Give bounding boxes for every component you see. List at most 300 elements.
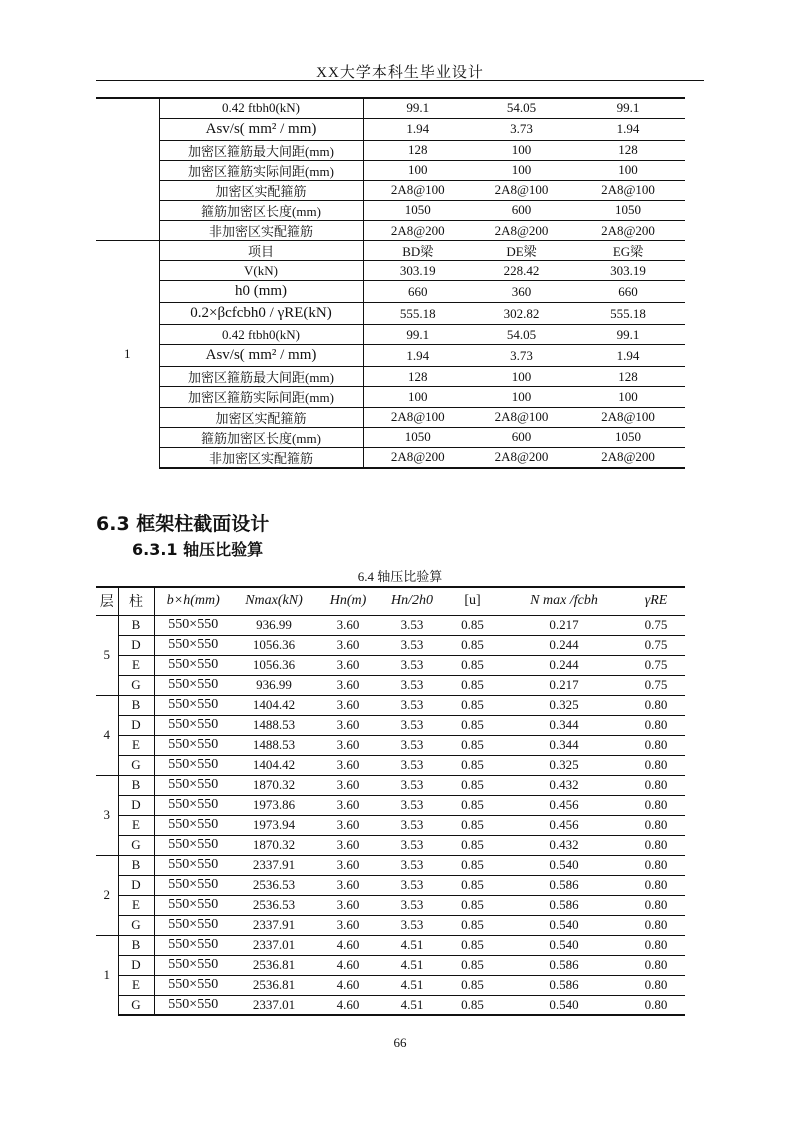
column-header: 柱 (118, 587, 154, 615)
value-cell: 0.85 (444, 695, 501, 715)
value-cell: 2A8@200 (363, 220, 472, 240)
value-cell: 4.51 (380, 995, 444, 1015)
stirrup-row (96, 261, 685, 281)
column-header: N max /fcbh (501, 587, 627, 615)
stirrup-row (96, 220, 685, 240)
value-cell: 550×550 (154, 735, 232, 755)
row-label: 箍筋加密区长度(mm) (159, 200, 363, 220)
table-row (96, 835, 685, 855)
value-cell: 2536.81 (232, 975, 316, 995)
value-cell: 550×550 (154, 615, 232, 635)
value-cell: 1973.94 (232, 815, 316, 835)
value-cell: 100 (363, 160, 472, 180)
value-cell: 2337.91 (232, 915, 316, 935)
value-cell: 0.80 (627, 855, 685, 875)
value-cell: 0.586 (501, 895, 627, 915)
value-cell: 0.85 (444, 735, 501, 755)
column-id: G (118, 675, 154, 695)
value-cell: 0.80 (627, 975, 685, 995)
value-cell: 550×550 (154, 975, 232, 995)
value-cell: 0.540 (501, 915, 627, 935)
column-id: D (118, 875, 154, 895)
floor-number: 3 (96, 775, 118, 855)
value-cell: 0.85 (444, 675, 501, 695)
subsection-heading: 6.3.1 轴压比验算 (132, 540, 264, 559)
table-row (96, 915, 685, 935)
value-cell: 600 (472, 427, 571, 447)
row-label: 箍筋加密区长度(mm) (159, 427, 363, 447)
row-label: 0.2×βcfcbh0 / γRE(kN) (159, 303, 363, 325)
value-cell: 100 (571, 160, 685, 180)
column-id: G (118, 995, 154, 1015)
value-cell: 2A8@100 (571, 180, 685, 200)
row-label: 0.42 ftbh0(kN) (159, 98, 363, 118)
value-cell: 550×550 (154, 795, 232, 815)
value-cell: 3.53 (380, 855, 444, 875)
value-cell: 3.53 (380, 615, 444, 635)
value-cell: 4.51 (380, 935, 444, 955)
floor-number: 5 (96, 615, 118, 695)
value-cell: 1050 (571, 200, 685, 220)
value-cell: 100 (472, 367, 571, 387)
stirrup-row (96, 427, 685, 447)
value-cell: 3.60 (316, 715, 380, 735)
column-header: b×h(mm) (154, 587, 232, 615)
value-cell: 0.80 (627, 795, 685, 815)
stirrup-row (96, 180, 685, 200)
value-cell: 360 (472, 281, 571, 303)
value-cell: 660 (571, 281, 685, 303)
value-cell: 0.75 (627, 655, 685, 675)
row-label: Asv/s( mm² / mm) (159, 118, 363, 140)
value-cell: 3.60 (316, 615, 380, 635)
value-cell: 550×550 (154, 715, 232, 735)
value-cell: 3.53 (380, 775, 444, 795)
value-cell: 128 (363, 140, 472, 160)
value-cell: 0.217 (501, 615, 627, 635)
value-cell: 1056.36 (232, 655, 316, 675)
value-cell: 0.85 (444, 975, 501, 995)
value-cell: 54.05 (472, 98, 571, 118)
table-row (96, 875, 685, 895)
layer-number: 1 (96, 241, 159, 468)
value-cell: 4.51 (380, 975, 444, 995)
row-label: 加密区箍筋实际间距(mm) (159, 387, 363, 407)
stirrup-row (96, 98, 685, 118)
column-id: E (118, 735, 154, 755)
value-cell: 100 (472, 387, 571, 407)
value-cell: 0.85 (444, 835, 501, 855)
value-cell: 3.53 (380, 735, 444, 755)
column-id: B (118, 775, 154, 795)
value-cell: 54.05 (472, 325, 571, 345)
column-id: G (118, 755, 154, 775)
column-header: 层 (96, 587, 118, 615)
layer-cell (96, 160, 159, 180)
stirrup-row (96, 140, 685, 160)
column-id: E (118, 815, 154, 835)
stirrup-row (96, 281, 685, 303)
value-cell: 3.53 (380, 655, 444, 675)
value-cell: 4.60 (316, 975, 380, 995)
value-cell: 2A8@200 (571, 447, 685, 468)
value-cell: 550×550 (154, 935, 232, 955)
floor-number: 1 (96, 935, 118, 1015)
value-cell: 2337.01 (232, 995, 316, 1015)
stirrup-design-table (96, 97, 685, 469)
row-label: V(kN) (159, 261, 363, 281)
value-cell: 2A8@100 (363, 180, 472, 200)
axial-header-row (96, 587, 685, 615)
value-cell: 1404.42 (232, 755, 316, 775)
stirrup-row (96, 325, 685, 345)
value-cell: 2337.91 (232, 855, 316, 875)
value-cell: 550×550 (154, 655, 232, 675)
value-cell: 0.80 (627, 915, 685, 935)
value-cell: 1050 (571, 427, 685, 447)
value-cell: 3.53 (380, 835, 444, 855)
value-cell: 3.60 (316, 855, 380, 875)
value-cell: 0.244 (501, 635, 627, 655)
value-cell: 0.85 (444, 795, 501, 815)
value-cell: 0.80 (627, 735, 685, 755)
column-id: E (118, 895, 154, 915)
value-cell: 0.80 (627, 835, 685, 855)
value-cell: 0.80 (627, 875, 685, 895)
value-cell: 0.85 (444, 775, 501, 795)
value-cell: 550×550 (154, 675, 232, 695)
value-cell: 660 (363, 281, 472, 303)
value-cell: 2536.53 (232, 895, 316, 915)
value-cell: 3.53 (380, 795, 444, 815)
value-cell: 0.456 (501, 815, 627, 835)
value-cell: 3.53 (380, 815, 444, 835)
value-cell: 936.99 (232, 615, 316, 635)
value-cell: 3.60 (316, 875, 380, 895)
value-cell: 1870.32 (232, 775, 316, 795)
value-cell: 555.18 (363, 303, 472, 325)
value-cell: DE梁 (472, 241, 571, 261)
value-cell: 3.60 (316, 755, 380, 775)
value-cell: 550×550 (154, 775, 232, 795)
value-cell: 0.432 (501, 835, 627, 855)
value-cell: 100 (472, 140, 571, 160)
value-cell: 0.85 (444, 955, 501, 975)
value-cell: 1870.32 (232, 835, 316, 855)
value-cell: 2A8@100 (363, 407, 472, 427)
value-cell: 3.60 (316, 675, 380, 695)
table-row (96, 775, 685, 795)
value-cell: 2536.81 (232, 955, 316, 975)
value-cell: 0.75 (627, 675, 685, 695)
section-heading: 6.3 框架柱截面设计 (96, 513, 270, 535)
value-cell: 3.53 (380, 755, 444, 775)
column-id: B (118, 615, 154, 635)
value-cell: 2A8@200 (571, 220, 685, 240)
layer-cell (96, 140, 159, 160)
value-cell: 555.18 (571, 303, 685, 325)
value-cell: 1973.86 (232, 795, 316, 815)
column-id: D (118, 795, 154, 815)
axial-table-body (96, 587, 685, 1015)
value-cell: 0.85 (444, 935, 501, 955)
value-cell: 550×550 (154, 915, 232, 935)
value-cell: 0.540 (501, 995, 627, 1015)
value-cell: 0.80 (627, 895, 685, 915)
stirrup-row (96, 345, 685, 367)
value-cell: 1488.53 (232, 715, 316, 735)
table-row (96, 735, 685, 755)
value-cell: 0.85 (444, 995, 501, 1015)
value-cell: 1050 (363, 427, 472, 447)
running-header-title: XX大学本科生毕业设计 (316, 65, 484, 81)
value-cell: 550×550 (154, 835, 232, 855)
value-cell: 1.94 (571, 118, 685, 140)
value-cell: 0.75 (627, 615, 685, 635)
column-id: B (118, 855, 154, 875)
value-cell: 0.75 (627, 635, 685, 655)
value-cell: 0.80 (627, 775, 685, 795)
value-cell: 3.60 (316, 815, 380, 835)
value-cell: 0.80 (627, 935, 685, 955)
value-cell: 550×550 (154, 695, 232, 715)
axial-compression-ratio-table (96, 586, 685, 1016)
value-cell: 2A8@200 (472, 447, 571, 468)
value-cell: 1488.53 (232, 735, 316, 755)
value-cell: 936.99 (232, 675, 316, 695)
value-cell: 100 (472, 160, 571, 180)
value-cell: 100 (363, 387, 472, 407)
value-cell: 2536.53 (232, 875, 316, 895)
row-label: 项目 (159, 241, 363, 261)
value-cell: 0.325 (501, 755, 627, 775)
header-rule (96, 80, 704, 81)
value-cell: 2A8@200 (472, 220, 571, 240)
value-cell: 0.85 (444, 915, 501, 935)
floor-number: 4 (96, 695, 118, 775)
value-cell: 228.42 (472, 261, 571, 281)
value-cell: EG梁 (571, 241, 685, 261)
value-cell: 0.586 (501, 955, 627, 975)
value-cell: 1.94 (363, 118, 472, 140)
value-cell: 3.60 (316, 695, 380, 715)
value-cell: 0.80 (627, 955, 685, 975)
row-label: 加密区实配箍筋 (159, 407, 363, 427)
value-cell: 0.85 (444, 815, 501, 835)
floor-number: 2 (96, 855, 118, 935)
row-label: Asv/s( mm² / mm) (159, 345, 363, 367)
row-label: h0 (mm) (159, 281, 363, 303)
column-header: Hn/2h0 (380, 587, 444, 615)
value-cell: 128 (571, 367, 685, 387)
value-cell: 0.85 (444, 655, 501, 675)
value-cell: 0.244 (501, 655, 627, 675)
value-cell: 3.53 (380, 875, 444, 895)
column-id: E (118, 975, 154, 995)
stirrup-row (96, 303, 685, 325)
value-cell: 0.85 (444, 875, 501, 895)
column-id: G (118, 915, 154, 935)
value-cell: 3.53 (380, 695, 444, 715)
layer-cell (96, 118, 159, 140)
value-cell: 550×550 (154, 895, 232, 915)
table-row (96, 895, 685, 915)
value-cell: 0.80 (627, 815, 685, 835)
value-cell: 0.456 (501, 795, 627, 815)
value-cell: 0.85 (444, 755, 501, 775)
value-cell: 3.60 (316, 655, 380, 675)
layer-cell (96, 220, 159, 240)
value-cell: 0.344 (501, 735, 627, 755)
table-row (96, 675, 685, 695)
value-cell: 128 (363, 367, 472, 387)
column-id: E (118, 655, 154, 675)
stirrup-row (96, 200, 685, 220)
value-cell: 0.80 (627, 695, 685, 715)
value-cell: 0.540 (501, 935, 627, 955)
stirrup-row (96, 367, 685, 387)
value-cell: 303.19 (363, 261, 472, 281)
table-row (96, 855, 685, 875)
value-cell: 0.344 (501, 715, 627, 735)
value-cell: 99.1 (571, 325, 685, 345)
value-cell: 128 (571, 140, 685, 160)
value-cell: 0.85 (444, 615, 501, 635)
value-cell: 4.51 (380, 955, 444, 975)
value-cell: 550×550 (154, 995, 232, 1015)
value-cell: 99.1 (363, 325, 472, 345)
column-header: [u] (444, 587, 501, 615)
table-row (96, 715, 685, 735)
value-cell: 0.80 (627, 755, 685, 775)
column-id: G (118, 835, 154, 855)
layer-cell (96, 98, 159, 118)
value-cell: 3.60 (316, 895, 380, 915)
value-cell: 0.85 (444, 715, 501, 735)
stirrup-header-row (96, 241, 685, 261)
value-cell: 0.586 (501, 875, 627, 895)
row-label: 加密区箍筋实际间距(mm) (159, 160, 363, 180)
value-cell: 550×550 (154, 635, 232, 655)
value-cell: 1050 (363, 200, 472, 220)
layer-cell (96, 180, 159, 200)
value-cell: 3.73 (472, 345, 571, 367)
value-cell: 4.60 (316, 995, 380, 1015)
column-id: D (118, 955, 154, 975)
column-id: B (118, 935, 154, 955)
value-cell: 303.19 (571, 261, 685, 281)
value-cell: 2A8@100 (472, 180, 571, 200)
stirrup-row (96, 447, 685, 468)
value-cell: 1.94 (571, 345, 685, 367)
value-cell: 99.1 (571, 98, 685, 118)
value-cell: 0.85 (444, 855, 501, 875)
value-cell: 1056.36 (232, 635, 316, 655)
column-header: Hn(m) (316, 587, 380, 615)
table-row (96, 935, 685, 955)
value-cell: 550×550 (154, 955, 232, 975)
table-row (96, 995, 685, 1015)
table-row (96, 795, 685, 815)
value-cell: 2A8@100 (571, 407, 685, 427)
table-row (96, 655, 685, 675)
value-cell: 3.60 (316, 775, 380, 795)
value-cell: 0.586 (501, 975, 627, 995)
stirrup-table-body (96, 98, 685, 468)
value-cell: 0.432 (501, 775, 627, 795)
value-cell: 2A8@100 (472, 407, 571, 427)
value-cell: 550×550 (154, 855, 232, 875)
stirrup-row (96, 387, 685, 407)
value-cell: 3.60 (316, 635, 380, 655)
row-label: 非加密区实配箍筋 (159, 220, 363, 240)
value-cell: 3.53 (380, 715, 444, 735)
row-label: 加密区箍筋最大间距(mm) (159, 140, 363, 160)
value-cell: 550×550 (154, 875, 232, 895)
value-cell: 0.325 (501, 695, 627, 715)
column-header: γRE (627, 587, 685, 615)
table-row (96, 695, 685, 715)
value-cell: 0.85 (444, 635, 501, 655)
row-label: 0.42 ftbh0(kN) (159, 325, 363, 345)
value-cell: 4.60 (316, 935, 380, 955)
value-cell: BD梁 (363, 241, 472, 261)
table-row (96, 955, 685, 975)
value-cell: 3.60 (316, 835, 380, 855)
value-cell: 4.60 (316, 955, 380, 975)
stirrup-row (96, 118, 685, 140)
value-cell: 100 (571, 387, 685, 407)
value-cell: 550×550 (154, 755, 232, 775)
value-cell: 0.217 (501, 675, 627, 695)
column-id: D (118, 635, 154, 655)
value-cell: 3.53 (380, 895, 444, 915)
value-cell: 0.80 (627, 995, 685, 1015)
value-cell: 2A8@200 (363, 447, 472, 468)
value-cell: 550×550 (154, 815, 232, 835)
value-cell: 1404.42 (232, 695, 316, 715)
value-cell: 3.53 (380, 675, 444, 695)
layer-cell (96, 200, 159, 220)
stirrup-row (96, 160, 685, 180)
value-cell: 302.82 (472, 303, 571, 325)
value-cell: 0.80 (627, 715, 685, 735)
value-cell: 3.53 (380, 635, 444, 655)
value-cell: 3.60 (316, 915, 380, 935)
value-cell: 0.540 (501, 855, 627, 875)
row-label: 非加密区实配箍筋 (159, 447, 363, 468)
table-row (96, 815, 685, 835)
value-cell: 99.1 (363, 98, 472, 118)
page-number: 66 (393, 1035, 407, 1050)
table-caption: 6.4 轴压比验算 (357, 569, 443, 584)
value-cell: 3.60 (316, 735, 380, 755)
stirrup-row (96, 407, 685, 427)
value-cell: 3.53 (380, 915, 444, 935)
value-cell: 0.85 (444, 895, 501, 915)
column-header: Nmax(kN) (232, 587, 316, 615)
value-cell: 600 (472, 200, 571, 220)
value-cell: 3.73 (472, 118, 571, 140)
table-row (96, 615, 685, 635)
table-row (96, 975, 685, 995)
table-row (96, 755, 685, 775)
value-cell: 3.60 (316, 795, 380, 815)
column-id: B (118, 695, 154, 715)
table-row (96, 635, 685, 655)
row-label: 加密区箍筋最大间距(mm) (159, 367, 363, 387)
value-cell: 2337.01 (232, 935, 316, 955)
